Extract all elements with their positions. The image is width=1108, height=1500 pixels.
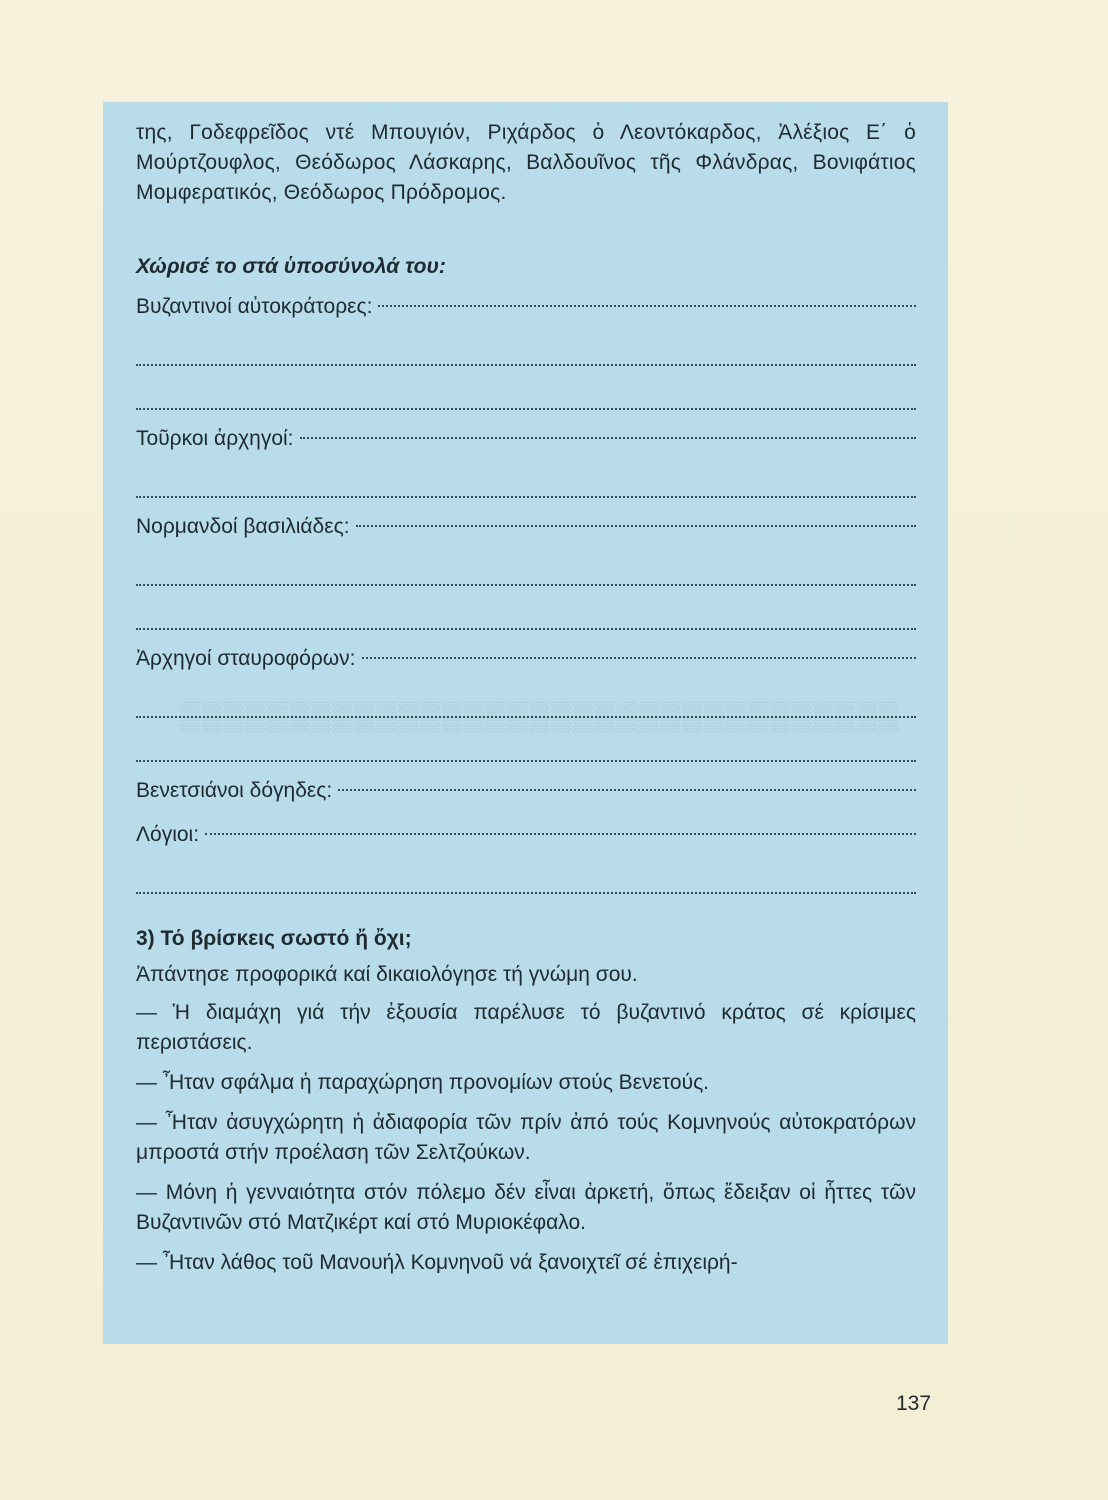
statement-item: — Ἦταν σφάλμα ἡ παραχώρηση προνομίων στούς Βενετούς. (136, 1071, 710, 1094)
answer-line-row (136, 600, 916, 638)
answer-line[interactable] (136, 496, 916, 498)
exercise-content (136, 118, 916, 1288)
answer-line-row (136, 336, 916, 374)
category-label: Λόγιοι: (136, 823, 200, 846)
answer-line[interactable] (136, 716, 916, 718)
category-row (136, 820, 916, 858)
sort-heading: Χώρισέ το στά ὑποσύνολά του: (136, 255, 446, 278)
statement-list (136, 998, 916, 1278)
answer-line-row (136, 732, 916, 770)
answer-line[interactable] (205, 833, 916, 835)
category-row (136, 424, 916, 462)
category-row (136, 292, 916, 330)
answer-line[interactable] (300, 437, 916, 439)
category-label: Τοῦρκοι ἀρχηγοί: (136, 427, 294, 450)
category-label: Βυζαντινοί αὐτοκράτορες: (136, 295, 373, 318)
answer-line[interactable] (136, 892, 916, 894)
statement-item: — Ἦταν λάθος τοῦ Μανουήλ Κομνηνοῦ νά ξανοιχτεῖ σέ ἐπιχειρή- (136, 1251, 738, 1274)
category-row (136, 644, 916, 682)
page-number: 137 (896, 1392, 932, 1415)
answer-line-row (136, 468, 916, 506)
category-label: Ἀρχηγοί σταυροφόρων: (136, 647, 356, 670)
answer-line[interactable] (356, 525, 916, 527)
category-row (136, 512, 916, 550)
answer-line[interactable] (136, 584, 916, 586)
answer-line[interactable] (378, 305, 916, 307)
answer-line-row (136, 556, 916, 594)
category-list (136, 292, 916, 902)
section-3-instruction: Ἀπάντησε προφορικά καί δικαιολόγησε τή γνώμη σου. (136, 963, 638, 986)
answer-line[interactable] (338, 789, 916, 791)
category-label: Βενετσιάνοι δόγηδες: (136, 779, 333, 802)
answer-line-row (136, 380, 916, 418)
category-label: Νορμανδοί βασιλιάδες: (136, 515, 350, 538)
statement-item: — Ἦταν ἀσυγχώρητη ἡ ἀδιαφορία τῶν πρίν ἀπό τούς Κομνηνούς αὐτοκρατόρων μπροστά στήν προέλαση τῶν Σελτζούκων. (136, 1111, 916, 1164)
intro-paragraph: της, Γοδεφρεῖδος ντέ Μπουγιόν, Ριχάρδος ὁ Λεοντόκαρδος, Ἀλέξιος Ε΄ ὁ Μούρτζουφλος, Θεόδωρος Λάσκαρης, Βαλδουῖνος τῆς Φλάνδρας, Βονιφάτιος Μομφερατικός, Θεόδωρος Πρόδρομος. (136, 121, 916, 204)
section-3-title: 3) Τό βρίσκεις σωστό ἤ ὄχι; (136, 927, 412, 950)
category-row (136, 776, 916, 814)
answer-line[interactable] (136, 408, 916, 410)
answer-line[interactable] (136, 760, 916, 762)
answer-line-row (136, 864, 916, 902)
statement-item: — Ἡ διαμάχη γιά τήν ἐξουσία παρέλυσε τό βυζαντινό κράτος σέ κρίσιμες περιστάσεις. (136, 1001, 916, 1054)
answer-line[interactable] (362, 657, 916, 659)
answer-line[interactable] (136, 364, 916, 366)
statement-item: — Μόνη ἡ γενναιότητα στόν πόλεμο δέν εἶναι ἀρκετή, ὅπως ἔδειξαν οἱ ἧττες τῶν Βυζαντινῶν στό Ματζικέρτ καί στό Μυριοκέφαλο. (136, 1181, 916, 1234)
answer-line[interactable] (136, 628, 916, 630)
answer-line-row (136, 688, 916, 726)
